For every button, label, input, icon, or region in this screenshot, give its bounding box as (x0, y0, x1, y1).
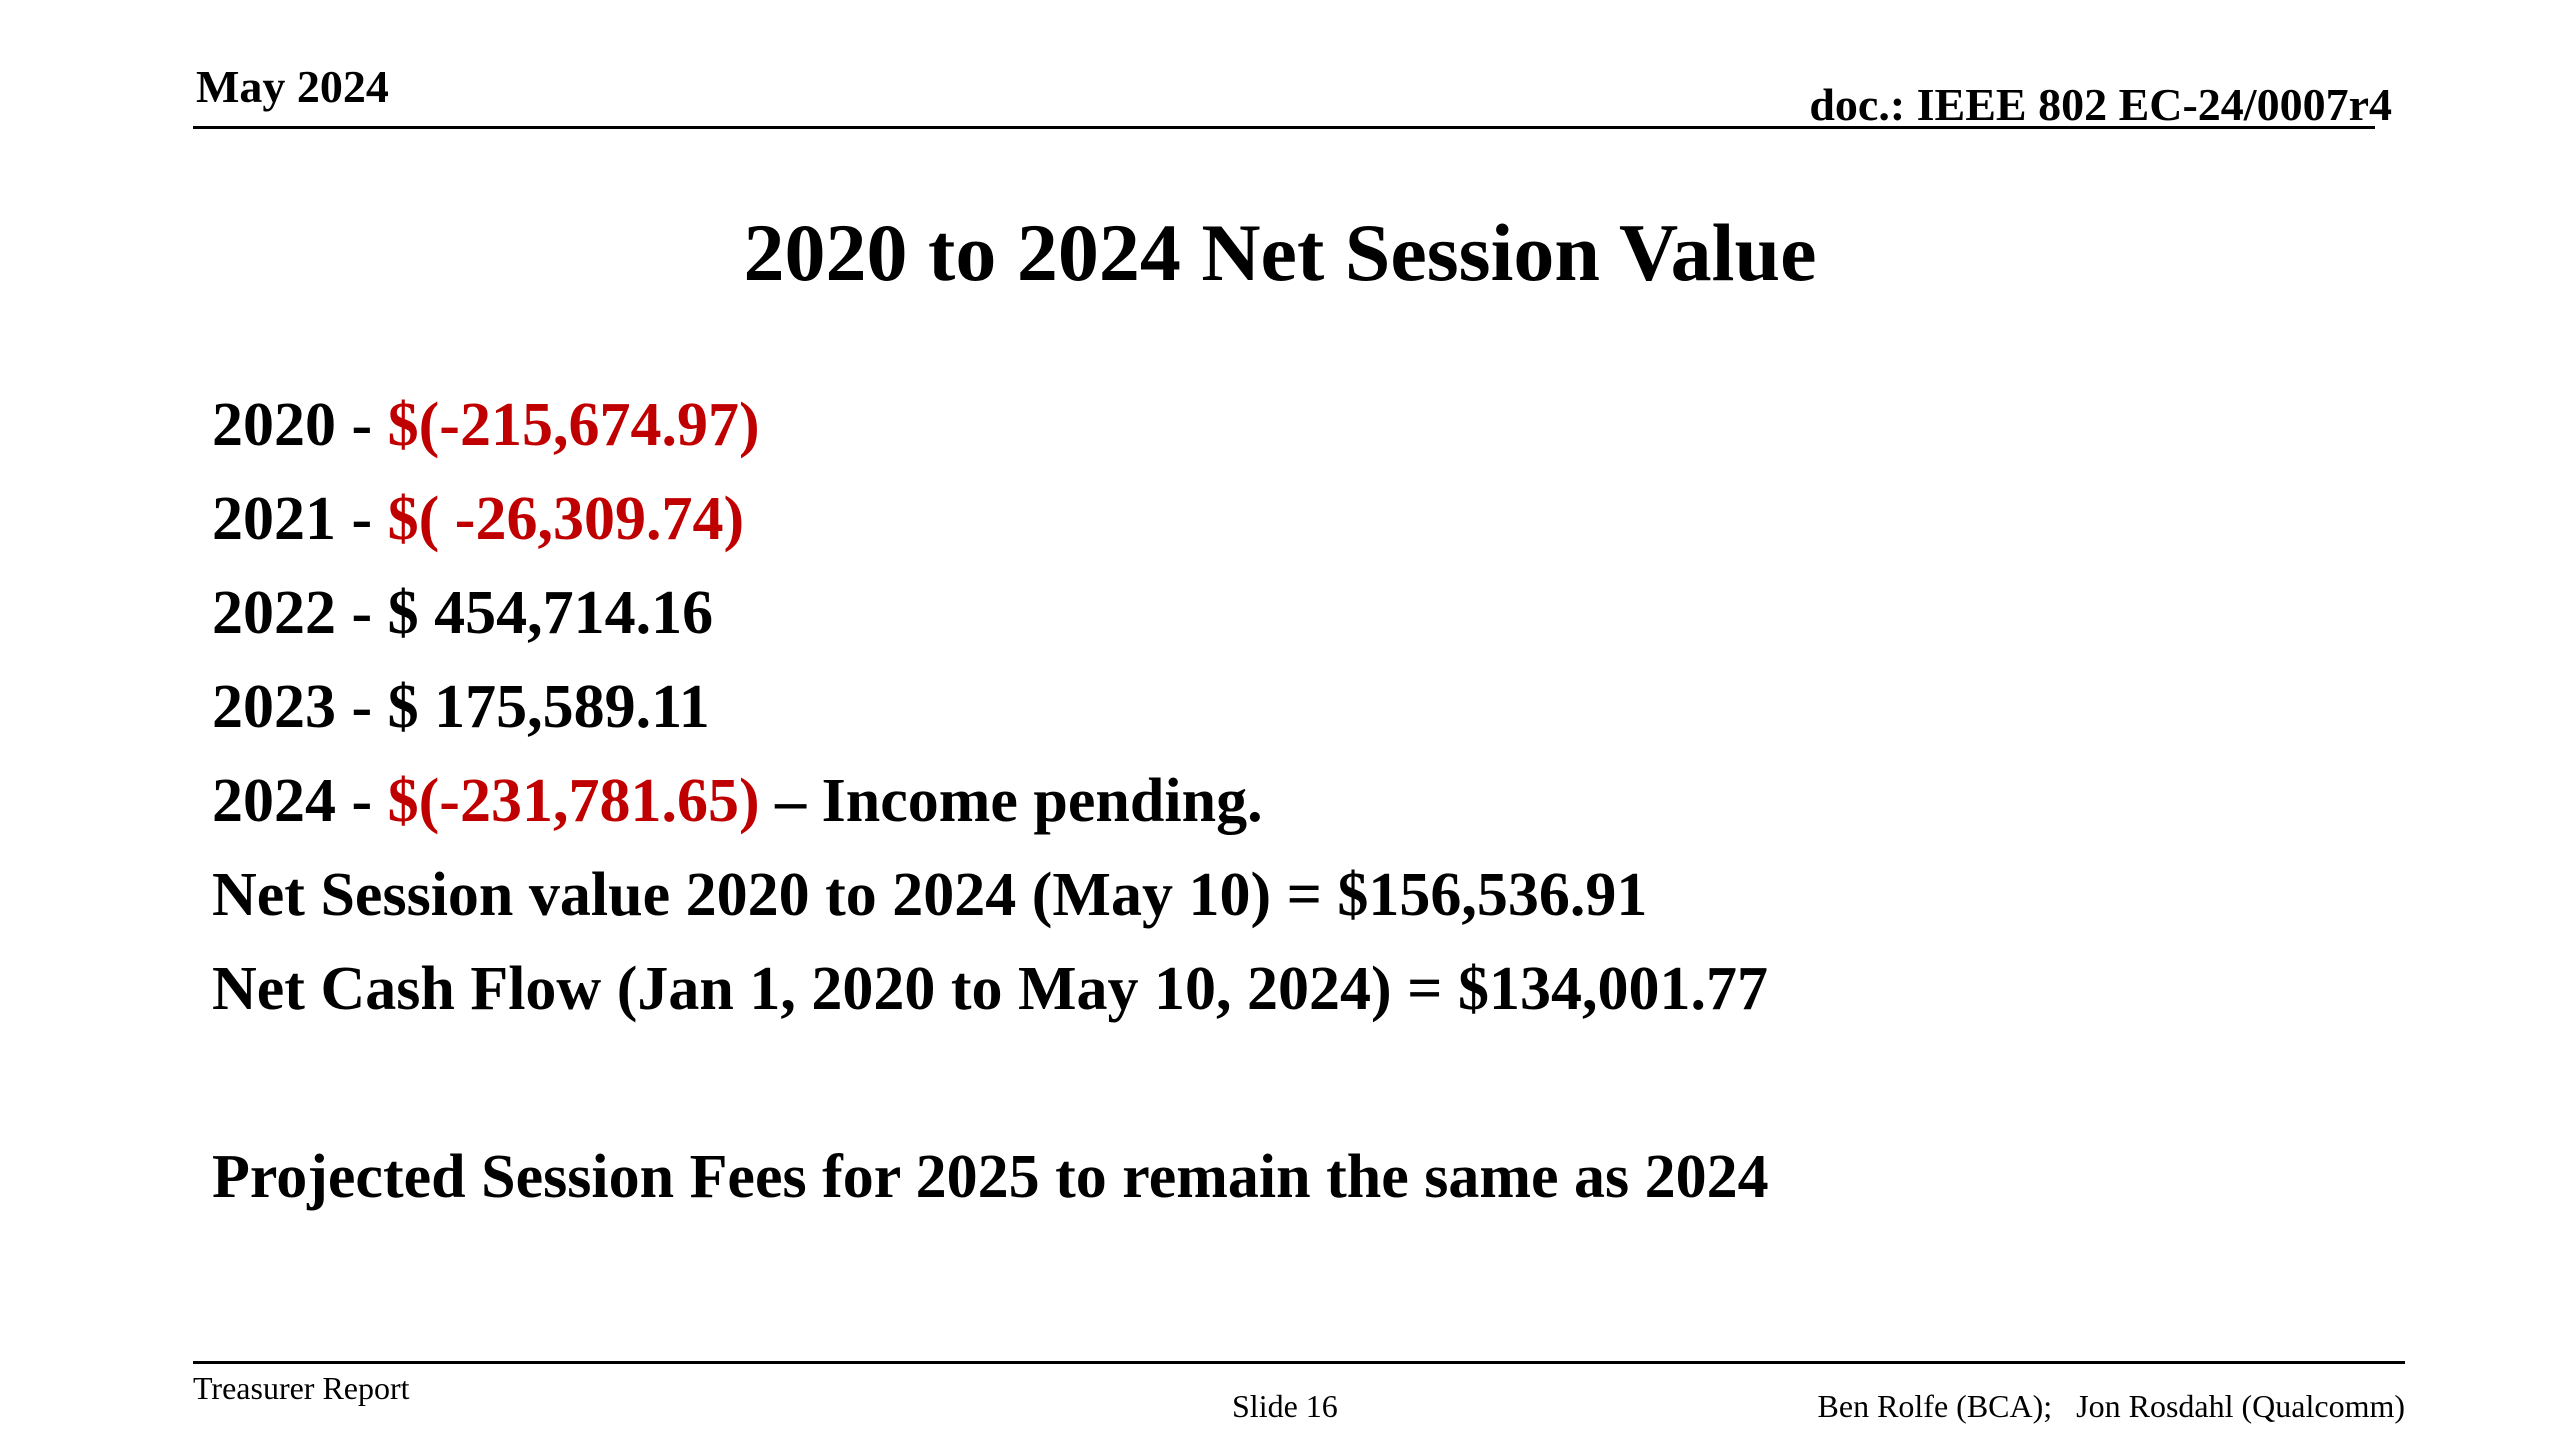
year-2020-value: $(-215,674.97) (387, 391, 760, 459)
net-session-value: Net Session value 2020 to 2024 (May 10) = $156,536.91 (212, 861, 1648, 929)
year-2021-value: $( -26,309.74) (387, 485, 745, 553)
year-2024-line (212, 754, 2412, 848)
net-cash-flow: Net Cash Flow (Jan 1, 2020 to May 10, 2024) = $134,001.77 (212, 955, 1768, 1023)
footer-divider (193, 1361, 2405, 1364)
slide-body (212, 378, 2412, 1224)
spacer (212, 1036, 2412, 1130)
year-2022-line: 2022 - $ 454,714.16 (212, 579, 714, 647)
year-2024-note: – Income pending. (759, 767, 1263, 835)
year-2021-line (212, 472, 2412, 566)
slide-title: 2020 to 2024 Net Session Value (743, 207, 1817, 298)
year-2020-line (212, 378, 2412, 472)
year-2020-label: 2020 - (212, 391, 388, 459)
year-2024-value: $(-231,781.65) (387, 767, 760, 835)
footer-report-name: Treasurer Report (193, 1370, 410, 1406)
footer-authors: Ben Rolfe (BCA); Jon Rosdahl (Qualcomm) (1817, 1388, 2405, 1424)
year-2023-line: 2023 - $ 175,589.11 (212, 673, 710, 741)
header-doc-id: doc.: IEEE 802 EC-24/0007r4 (1809, 79, 2392, 130)
year-2021-label: 2021 - (212, 485, 388, 553)
projection-note: Projected Session Fees for 2025 to remain the same as 2024 (212, 1143, 1769, 1211)
footer-slide-number: Slide 16 (1232, 1388, 1338, 1424)
header-date: May 2024 (196, 61, 389, 112)
header-divider (193, 126, 2375, 129)
year-2024-label: 2024 - (212, 767, 388, 835)
